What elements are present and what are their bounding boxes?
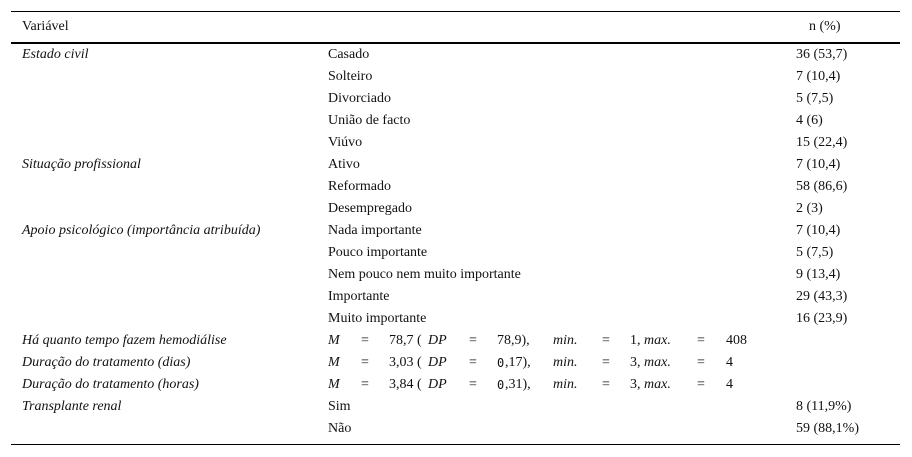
category-cell: Muito importante: [328, 311, 427, 326]
table-row: [11, 286, 900, 308]
table-row: [11, 66, 900, 88]
mean-symbol: M: [328, 377, 340, 392]
group-label: Situação profissional: [22, 157, 141, 172]
max-value: 4: [726, 355, 733, 370]
table-row: [11, 198, 900, 220]
category-cell: Reformado: [328, 179, 391, 194]
category-cell: Divorciado: [328, 91, 391, 106]
table-row: [11, 242, 900, 264]
table-row: [11, 396, 900, 418]
value-cell: 5 (7,5): [796, 91, 834, 106]
equals-sign: =: [697, 355, 705, 370]
category-cell: Desempregado: [328, 201, 412, 216]
value-cell: 29 (43,3): [796, 289, 848, 304]
value-cell: 7 (10,4): [796, 157, 841, 172]
category-cell: União de facto: [328, 113, 411, 128]
table-top-rule: [11, 11, 900, 12]
equals-sign: =: [602, 377, 610, 392]
dp-value: 78,9),: [497, 333, 530, 348]
stat-label: Duração do tratamento (horas): [22, 377, 199, 392]
table-row: [11, 110, 900, 132]
dp-value-zero: 0: [497, 356, 505, 370]
max-value: 408: [726, 333, 747, 348]
table-row: [11, 330, 900, 352]
value-cell: 2 (3): [796, 201, 823, 216]
dp-symbol: DP: [428, 377, 447, 392]
equals-sign: =: [602, 355, 610, 370]
min-value: 3,: [630, 377, 641, 392]
value-cell: 36 (53,7): [796, 47, 848, 62]
dp-value: ,17),: [505, 355, 531, 370]
category-cell: Solteiro: [328, 69, 373, 84]
equals-sign: =: [361, 333, 369, 348]
group-label: Apoio psicológico (importância atribuída): [22, 223, 261, 238]
equals-sign: =: [361, 377, 369, 392]
category-cell: Não: [328, 421, 352, 436]
category-cell: Ativo: [328, 157, 360, 172]
category-cell: Nada importante: [328, 223, 422, 238]
value-cell: 8 (11,9%): [796, 399, 852, 414]
dp-symbol: DP: [428, 355, 447, 370]
min-value: 1,: [630, 333, 641, 348]
max-symbol: max.: [644, 355, 671, 370]
min-symbol: min.: [553, 355, 578, 370]
category-cell: Nem pouco nem muito importante: [328, 267, 521, 282]
table-row: [11, 308, 900, 330]
category-cell: Pouco importante: [328, 245, 428, 260]
equals-sign: =: [602, 333, 610, 348]
table-row: [11, 418, 900, 440]
value-cell: 7 (10,4): [796, 69, 841, 84]
table-row: [11, 220, 900, 242]
min-symbol: min.: [553, 377, 578, 392]
value-cell: 16 (23,9): [796, 311, 848, 326]
value-cell: 9 (13,4): [796, 267, 841, 282]
mean-value: 78,7 (: [389, 333, 422, 348]
table-row: [11, 88, 900, 110]
max-symbol: max.: [644, 377, 671, 392]
table-row: [11, 132, 900, 154]
mean-symbol: M: [328, 355, 340, 370]
value-cell: 15 (22,4): [796, 135, 848, 150]
category-cell: Sim: [328, 399, 351, 414]
max-value: 4: [726, 377, 733, 392]
dp-symbol: DP: [428, 333, 447, 348]
mean-value: 3,03 (: [389, 355, 422, 370]
group-label: Estado civil: [22, 47, 89, 62]
category-cell: Importante: [328, 289, 390, 304]
value-cell: 5 (7,5): [796, 245, 834, 260]
min-value: 3,: [630, 355, 641, 370]
dp-value-zero: 0: [497, 378, 505, 392]
max-symbol: max.: [644, 333, 671, 348]
stat-label: Há quanto tempo fazem hemodiálise: [22, 333, 227, 348]
equals-sign: =: [697, 377, 705, 392]
value-cell: 59 (88,1%): [796, 421, 859, 436]
table-row: [11, 176, 900, 198]
stat-label: Duração do tratamento (dias): [22, 355, 191, 370]
equals-sign: =: [469, 377, 477, 392]
category-cell: Viúvo: [328, 135, 363, 150]
header-variable: Variável: [22, 19, 69, 34]
mean-symbol: M: [328, 333, 340, 348]
table-bottom-rule: [11, 444, 900, 445]
value-cell: 4 (6): [796, 113, 823, 128]
equals-sign: =: [469, 355, 477, 370]
dp-value: ,31),: [505, 377, 531, 392]
table-row: [11, 154, 900, 176]
equals-sign: =: [361, 355, 369, 370]
header-n-percent: n (%): [809, 19, 841, 34]
table-row: [11, 352, 900, 374]
value-cell: 58 (86,6): [796, 179, 848, 194]
table-row: [11, 374, 900, 396]
value-cell: 7 (10,4): [796, 223, 841, 238]
equals-sign: =: [697, 333, 705, 348]
min-symbol: min.: [553, 333, 578, 348]
table-row: [11, 44, 900, 66]
mean-value: 3,84 (: [389, 377, 422, 392]
table-row: [11, 264, 900, 286]
category-cell: Casado: [328, 47, 370, 62]
equals-sign: =: [469, 333, 477, 348]
group-label: Transplante renal: [22, 399, 122, 414]
